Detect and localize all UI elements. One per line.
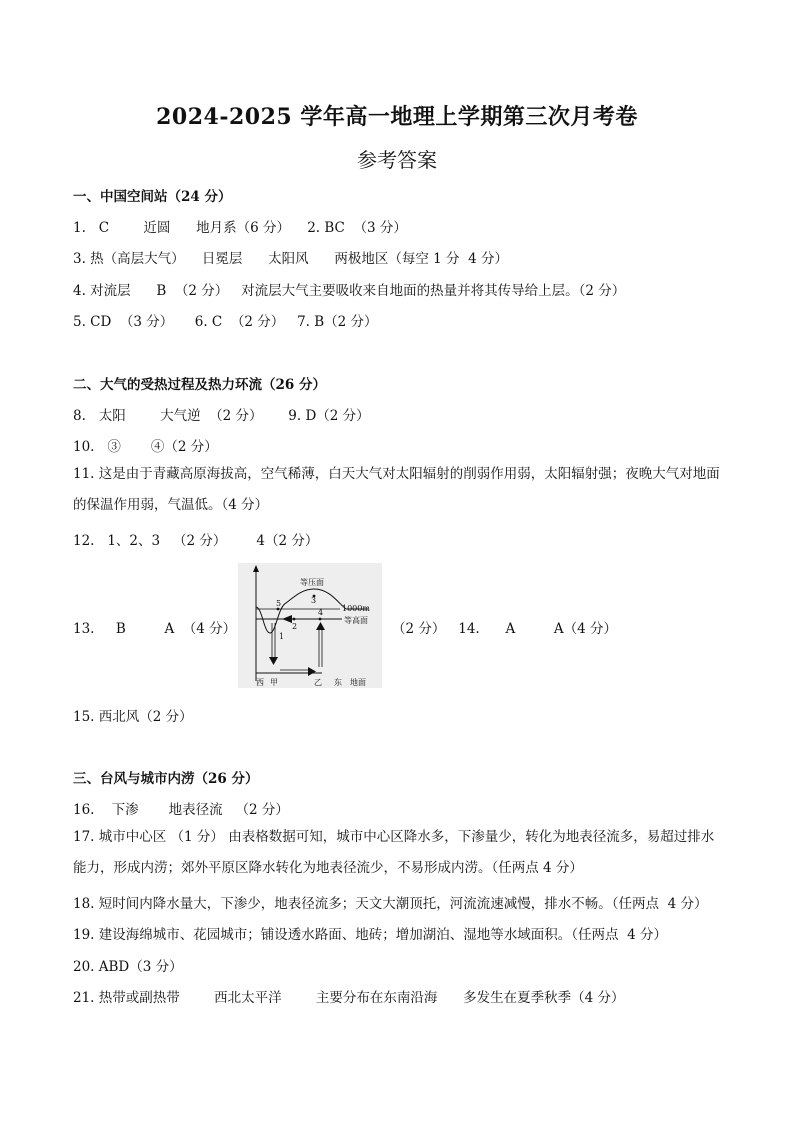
- answer-18: 18. 短时间内降水量大，下渗少，地表径流多；天文大潮顶托，河流流速减慢，排水不畅。（任两点 4 分）: [73, 896, 708, 912]
- yi-label: 乙: [314, 678, 322, 687]
- section-1-heading: 一、中国空间站（24 分）: [73, 189, 232, 205]
- altitude-label: 1000m: [342, 604, 370, 613]
- answer-1-2: 1. C 近圆 地月系（6 分） 2. BC （3 分）: [73, 220, 407, 236]
- answer-21: 21. 热带或副热带 西北太平洋 主要分布在东南沿海 多发生在夏季秋季（4 分）: [73, 990, 625, 1006]
- axis-arrow-icon: [253, 565, 259, 572]
- point-4-label: 4: [318, 608, 324, 617]
- answer-3: 3. 热（高层大气） 日冕层 太阳风 两极地区（每空 1 分 4 分）: [73, 251, 508, 267]
- answer-16: 16. 下渗 地表径流 （2 分）: [73, 802, 289, 818]
- answer-4: 4. 对流层 B （2 分） 对流层大气主要吸收来自地面的热量并将其传导给上层。（2 分）: [73, 283, 626, 299]
- answer-8-9: 8. 太阳 大气逆 （2 分） 9. D（2 分）: [73, 408, 370, 424]
- diagram-svg: [238, 563, 382, 688]
- section-3-heading: 三、台风与城市内涝（26 分）: [73, 771, 259, 787]
- doc-title: 2024-2025 学年高一地理上学期第三次月考卷: [156, 104, 638, 130]
- point-2-label: 2: [292, 622, 298, 631]
- west-label: 西: [256, 678, 264, 687]
- answer-15: 15. 西北风（2 分）: [73, 709, 193, 725]
- section-2-heading: 二、大气的受热过程及热力环流（26 分）: [73, 377, 326, 393]
- answer-13: 13. B A （4 分）: [73, 621, 237, 637]
- arrow-right-icon: [308, 667, 316, 676]
- isobar-label: 等压面: [300, 578, 324, 587]
- arrow-up-icon: [316, 622, 325, 630]
- answer-12: 12. 1、2、3 （2 分） 4（2 分）: [73, 533, 319, 549]
- jia-label: 甲: [270, 678, 278, 687]
- answer-19: 19. 建设海绵城市、花园城市；铺设透水路面、地砖；增加湖泊、湿地等水域面积。（任两点 4 分）: [73, 927, 667, 943]
- answer-13-14: （2 分） 14. A A（4 分）: [392, 621, 617, 637]
- arrow-left-icon: [282, 615, 292, 623]
- equal-height-label: 等高面: [344, 616, 368, 625]
- answer-10: 10. ③ ④（2 分）: [73, 439, 218, 455]
- thermal-circulation-diagram: [238, 563, 382, 688]
- answer-17: 17. 城市中心区 （1 分） 由表格数据可知，城市中心区降水多，下渗量少，转化为地表径流多，易超过排水能力，形成内涝；郊外平原区降水转化为地表径流少，不易形成内涝。（任两点 4 分）: [73, 829, 715, 876]
- east-label: 东: [334, 678, 342, 687]
- answer-5-7: 5. CD （3 分） 6. C （2 分） 7. B（2 分）: [73, 314, 378, 330]
- arrow-down-icon: [269, 657, 278, 665]
- point-5-label: 5: [276, 599, 282, 608]
- ground-label: 地面: [350, 678, 366, 687]
- answer-11: 11. 这是由于青藏高原海拔高，空气稀薄，白天大气对太阳辐射的削弱作用弱，太阳辐射强；夜晚大气对地面的保温作用弱，气温低。（4 分）: [73, 466, 720, 513]
- doc-subtitle: 参考答案: [357, 148, 437, 172]
- point-1-label: 1: [279, 632, 285, 641]
- answer-20: 20. ABD（3 分）: [73, 959, 183, 975]
- point-3-label: 3: [311, 596, 317, 605]
